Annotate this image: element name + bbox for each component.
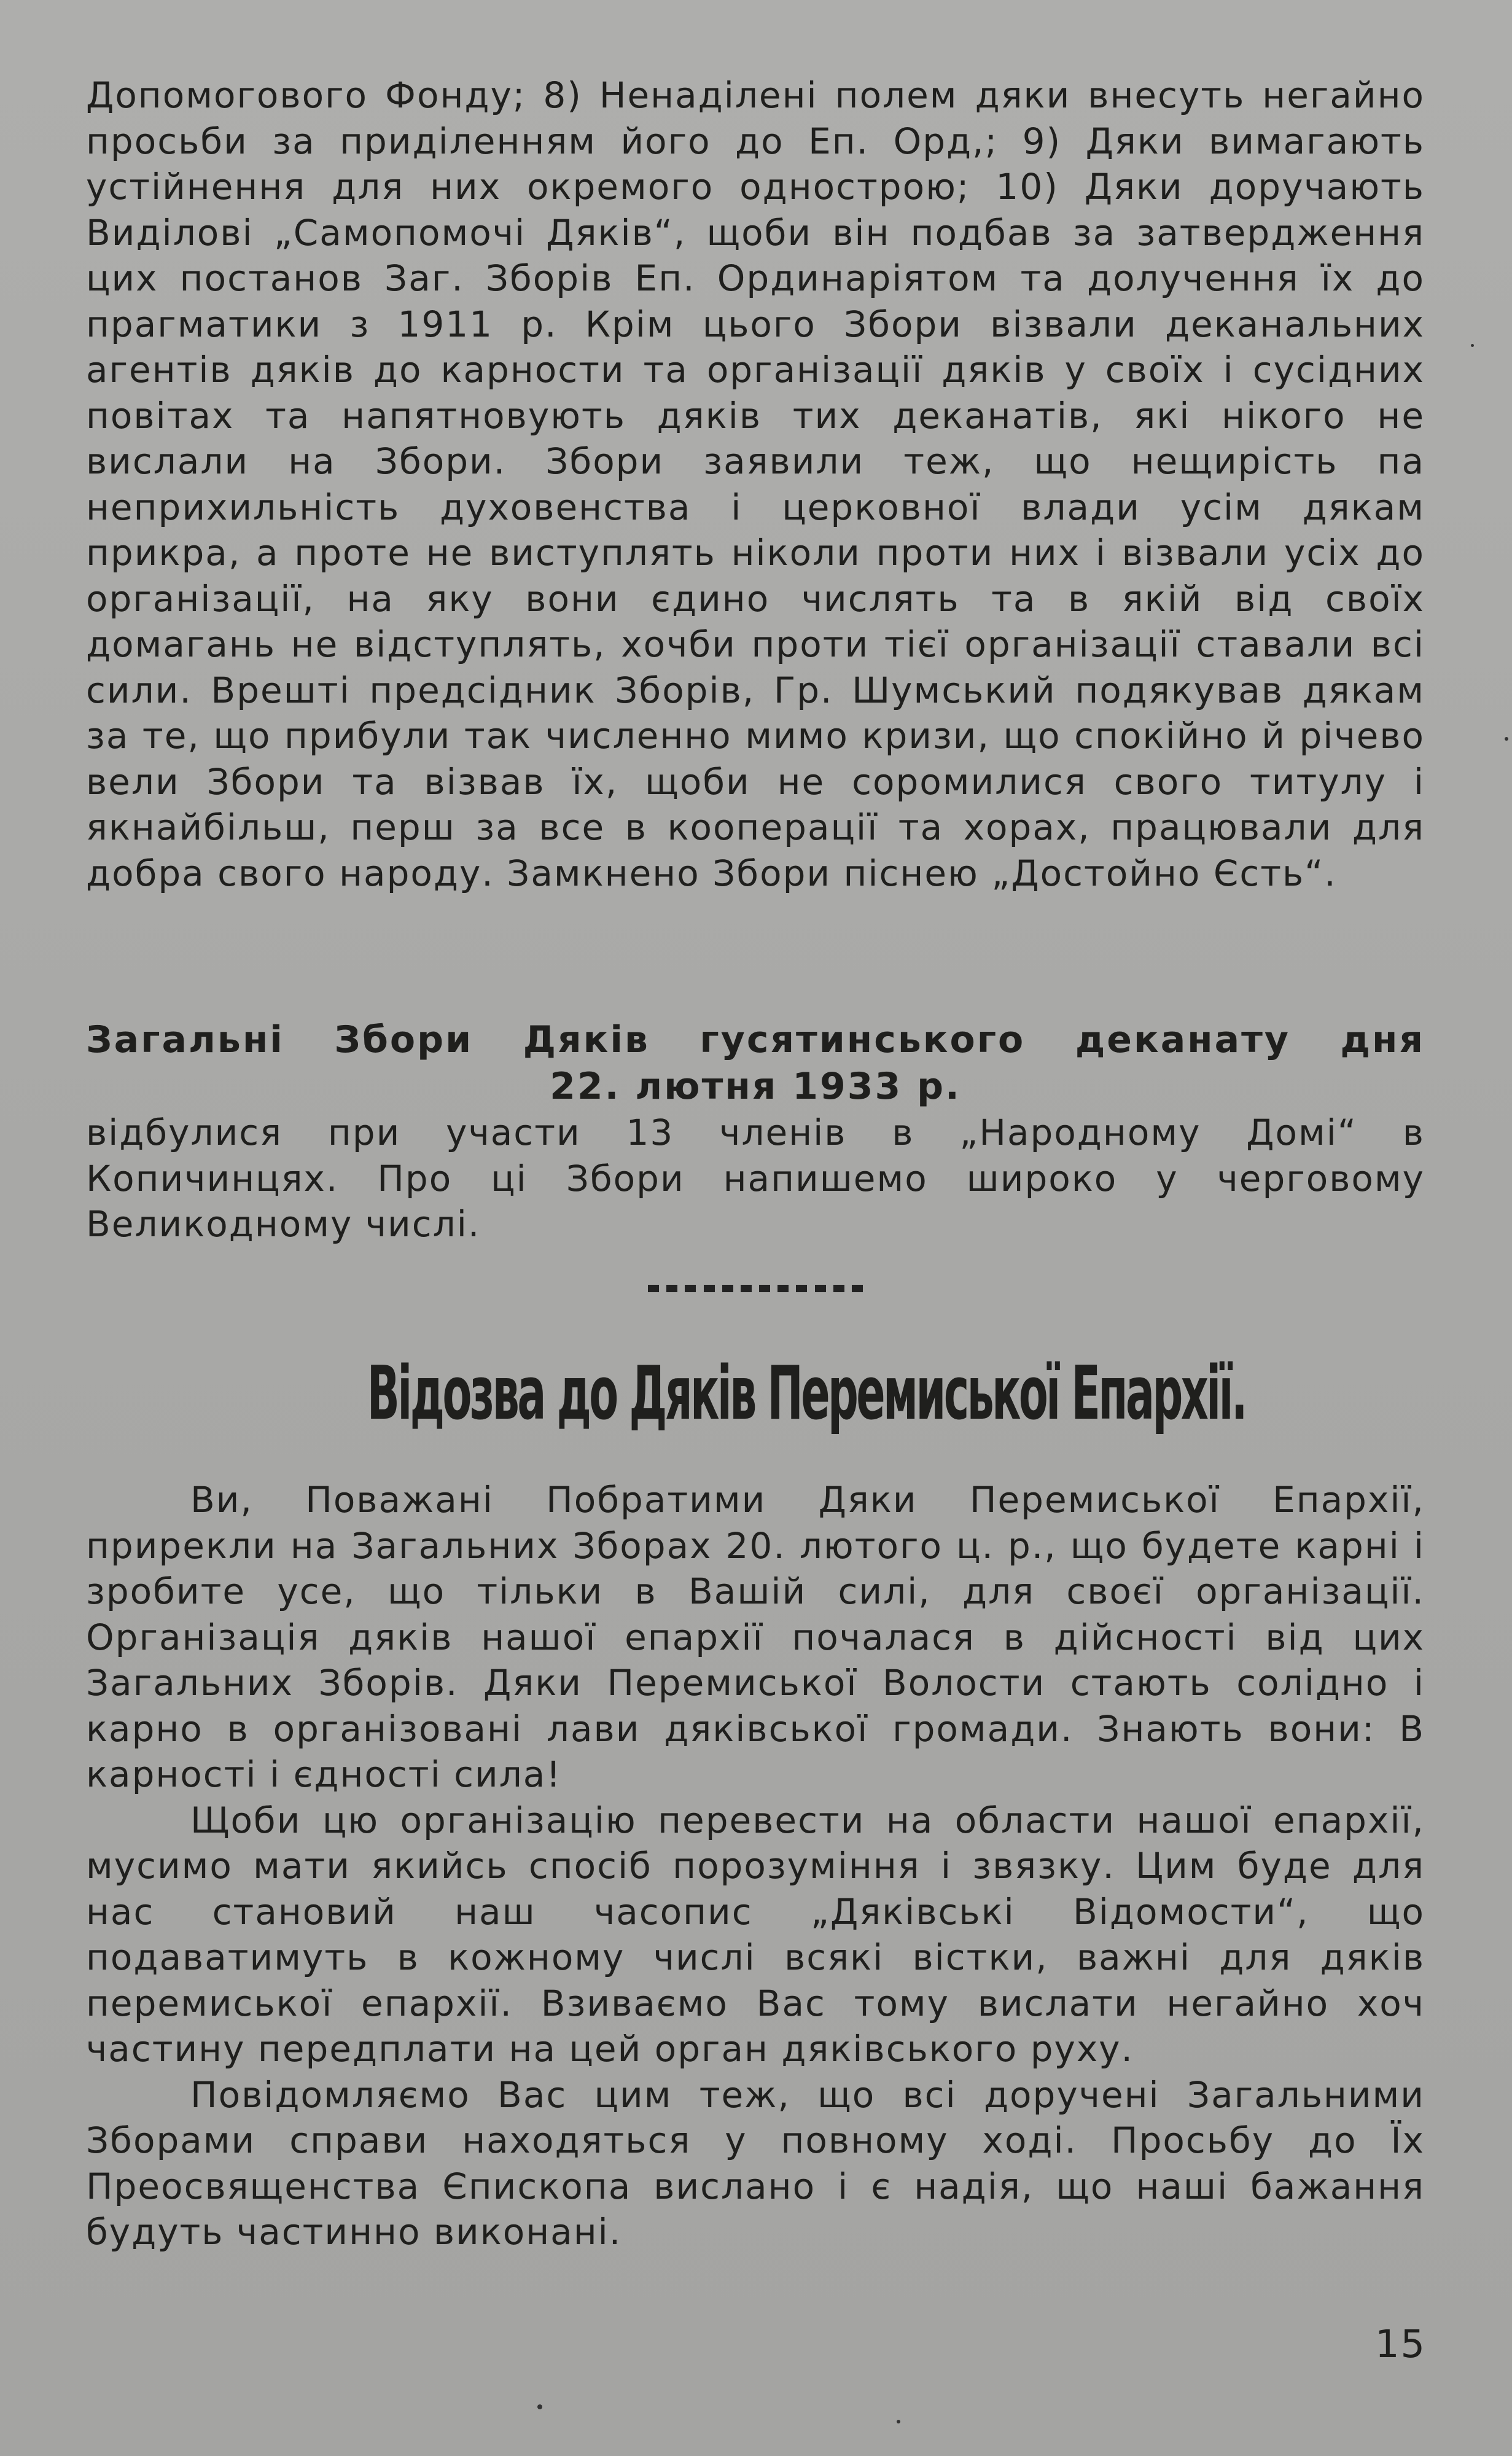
appeal-paragraph-1: Ви, Поважані Побратими Дяки Перемиської Епархії, прирекли на Загальних Зборах 20. лютого ц. р., що будете карні і зробите усе, що тільки в Вашій силі, для своєї організації. Організація дяків нашої епархії почалася в дійсності від цих Загальних Зборів. Дяки Перемиської Волости стають солідно і карно в організовані лави дяківської громади. Знають вони: В карності і єдності сила! (86, 1479, 1425, 1795)
continuation-paragraph: Допомогового Фонду; 8) Ненаділені полем дяки внесуть негайно просьби за приділенням його до Еп. Орд,; 9) Дяки вимагають устійнення для них окремого однострою; 10) Дяки доручають Виділові „Самопомочі Дяків“, щоби він подбав за затвердження цих постанов Заг. Зборів Еп. Ординаріятом та долучення їх до прагматики з 1911 р. Крім цього Збори візвали деканальних агентів дяків до карности та організації дяків у своїх і сусідних повітах та напятновують дяків тих деканатів, які нікого не вислали на Збори. Збори заявили теж, що нещирість па неприхильність духовенства і церковної влади усім дякам прикра, а проте не виступлять ніколи проти них і візвали усіх до організації, на яку вони єдино числять та в якій від своїх домагань не відступлять, хочби проти тієї організації ставали всі сили. Врешті предсідник Зборів, Гр. Шумський подякував дякам за те, що прибули так численно мимо кризи, що спокійно й річево вели Збори та візвав їх, щоби не соромилися свого титулу і якнайбільш, перш за все в кооперації та хорах, працювали для добра свого народу. Замкнено Збори піснею „Достойно Єсть“. (86, 74, 1425, 894)
appeal-title: Відозва до Дяків Перемиської Епархії. (367, 1351, 1245, 1437)
report-heading (86, 1016, 1425, 1110)
print-speck (1471, 344, 1474, 347)
appeal-body (86, 1477, 1425, 2255)
appeal-paragraph-3: Повідомляємо Вас цим теж, що всі доручені Загальними Зборами справи находяться у повному ході. Просьбу до Їх Преосвященства Єпископа вислано і є надія, що наші бажання будуть частинно виконані. (86, 2073, 1425, 2253)
print-speck (897, 2420, 900, 2423)
dotted-divider (648, 1284, 863, 1293)
report-section (86, 1016, 1425, 1247)
appeal-paragraph-2: Щоби цю організацію перевести на области нашої епархії, мусимо мати якийсь спосіб порозуміння і звязку. Цим буде для нас становий наш часопис „Дяківські Відомости“, що подаватимуть в кожному числі всякі вістки, важні для дяків перемиської епархії. Взиваємо Вас тому вислати негайно хоч частину передплати на цей орган дяківського руху. (86, 1799, 1425, 2070)
page-number: 15 (1375, 2322, 1426, 2366)
text-column-top (86, 72, 1425, 896)
report-heading-line2: 22. лютня 1933 р. (550, 1065, 961, 1108)
report-heading-line1: Загальні Збори Дяків гусятинського деканату дня (86, 1018, 1425, 1061)
print-speck (537, 2404, 542, 2409)
report-text: відбулися при участи 13 членів в „Народному Домі“ в Копичинцях. Про ці Збори напишемо широко у черговому Великодному числі. (86, 1112, 1425, 1245)
print-speck (1505, 737, 1508, 741)
